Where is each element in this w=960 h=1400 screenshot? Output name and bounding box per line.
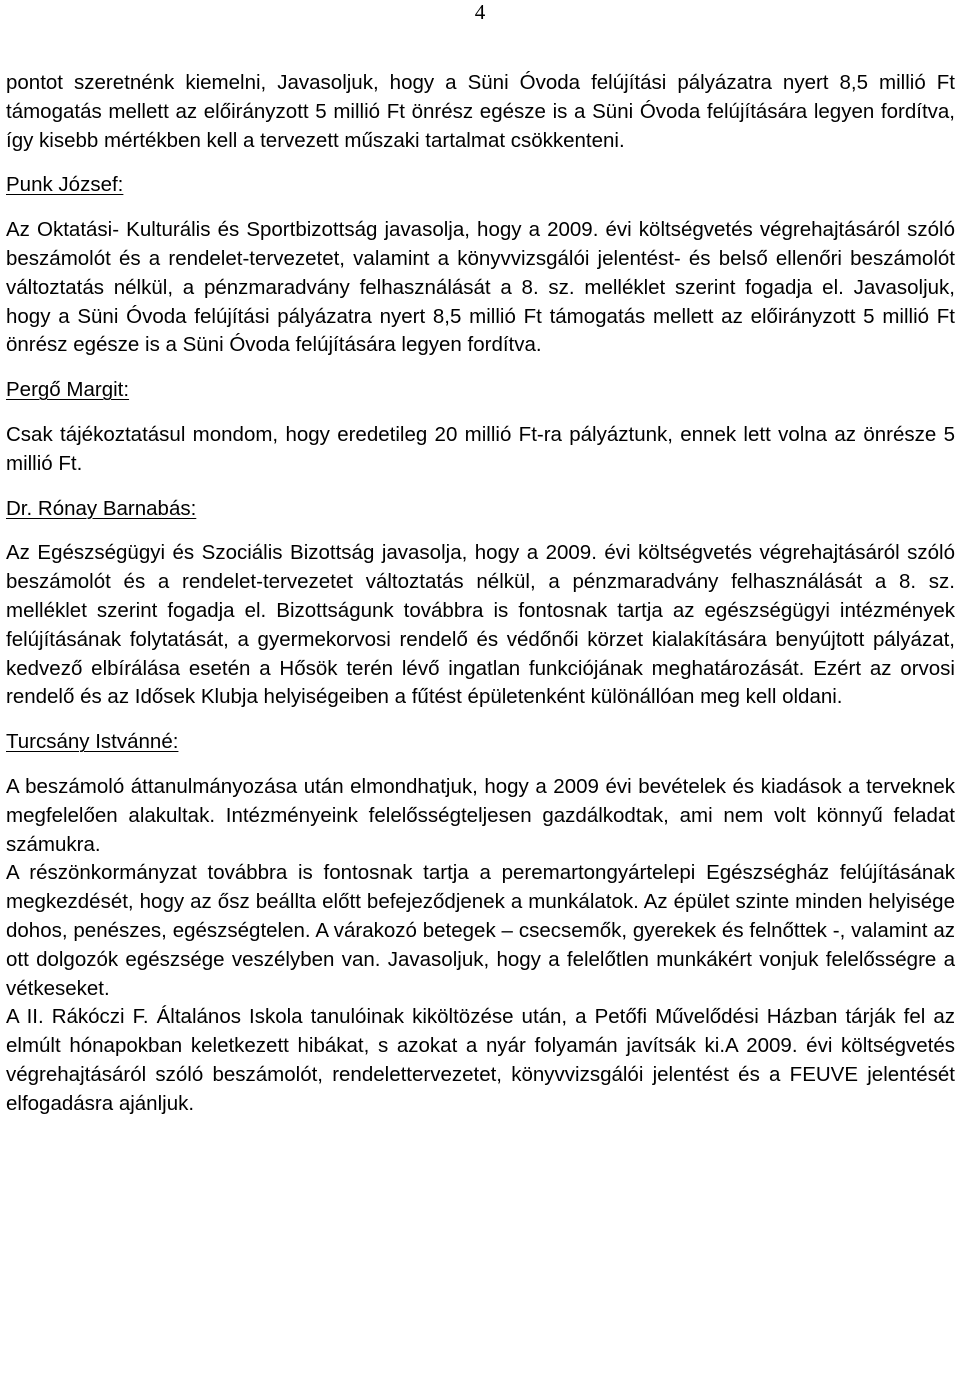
paragraph-speech: Csak tájékoztatásul mondom, hogy eredetileg 20 millió Ft-ra pályáztunk, ennek lett volna az önrésze 5 millió Ft. — [6, 422, 955, 475]
paragraph-speech: A részönkormányzat továbbra is fontosnak tartja a peremartongyártelepi Egészségház felújításának megkezdését, hogy az ősz beállta előtt befejeződjenek a munkálatok. Az épület szinte minden helyisége dohos, penészes, egészségtelen. A várakozó betegek – csecsemők, gyerekek és felnőttek -, valamint az ott dolgozók egészsége veszélyben van. Javasoljuk, hogy a felelőtlen munkákért vonjuk felelősségre a vétkeseket. — [6, 861, 955, 1000]
speaker-label: Dr. Rónay Barnabás: — [6, 496, 197, 520]
speaker-name — [6, 376, 955, 405]
paragraph-intro: pontot szeretnénk kiemelni, Javasoljuk, hogy a Süni Óvoda felújítási pályázatra nyert 8,5 millió Ft támogatás mellett az előirányzott 5 millió Ft önrész egésze is a Süni Óvoda felújítására legyen fordítva, így kisebb mértékben kell a tervezett műszaki tartalmat csökkenteni. — [6, 71, 955, 152]
paragraph-speech: A beszámoló áttanulmányozása után elmondhatjuk, hogy a 2009 évi bevételek és kiadások a terveknek megfelelően alakultak. Intézményeink felelősségteljesen gazdálkodtak, ami nem volt könnyű feladat számukra. — [6, 774, 955, 856]
paragraph-speech: Az Oktatási- Kulturális és Sportbizottság javasolja, hogy a 2009. évi költségvetés végrehajtásáról szóló beszámolót és a rendelet-tervezetet, valamint a könyvvizsgálói jelentést- és belső ellenőri beszámolót változtatás nélkül, a pénzmaradvány felhasználását a 8. sz. melléklet szerint fogadja el. Javasoljuk, hogy a Süni Óvoda felújítási pályázatra nyert 8,5 millió Ft támogatás mellett az előirányzott 5 millió Ft önrész egésze is a Süni Óvoda felújítására legyen fordítva. — [6, 218, 955, 357]
document-body — [6, 69, 955, 1119]
paragraph-speech: Az Egészségügyi és Szociális Bizottság javasolja, hogy a 2009. évi költségvetés végrehajtásáról szóló beszámolót és a rendelet-tervezetet változtatás nélkül, a pénzmaradvány felhasználását a 8. sz. melléklet szerint fogadja el. Bizottságunk továbbra is fontosnak tartja az egészségügyi intézmények felújításának folytatását, a gyermekorvosi rendelő és védőnői körzet kialakítására benyújtott pályázat, kedvező elbírálása esetén a Hősök terén lévő ingatlan funkciójának meghatározását. Ezért az orvosi rendelő és az Idősek Klubja helyiségeiben a fűtést épületenként különállóan meg kell oldani. — [6, 541, 955, 709]
speaker-name — [6, 495, 955, 524]
page-number: 4 — [474, 0, 486, 24]
speaker-label: Punk József: — [6, 173, 124, 197]
speaker-name — [6, 728, 955, 757]
speaker-label: Turcsány Istvánné: — [6, 730, 179, 754]
paragraph-speech: A II. Rákóczi F. Általános Iskola tanulóinak kiköltözése után, a Petőfi Művelődési Házban tárják fel az elmúlt hónapokban keletkezett hibákat, s azokat a nyár folyamán javítsák ki.A 2009. évi költségvetés végrehajtásáról szóló beszámolót, rendelettervezetet, könyvvizsgálói jelentést és a FEUVE jelentését elfogadásra ajánljuk. — [6, 1005, 955, 1115]
speaker-label: Pergő Margit: — [6, 378, 130, 402]
speaker-name — [6, 171, 955, 200]
